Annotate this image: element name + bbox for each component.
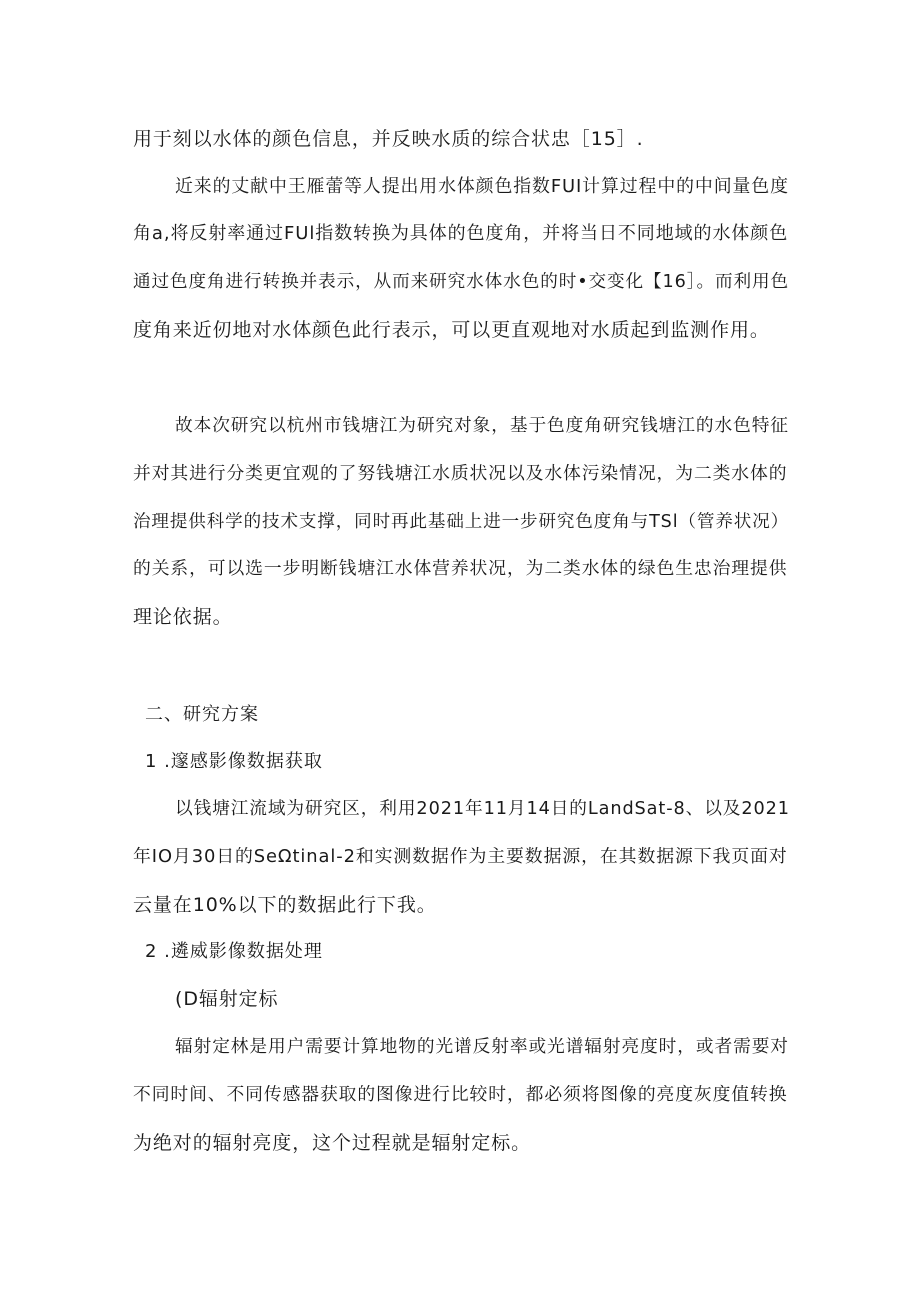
subsection-1-line-3: 云量在10%以下的数据此行下我。 <box>133 894 437 916</box>
subsection-1-line-2: 年IO月30日的SeΩtinal-2和实测数据作为主要数据源，在其数据源下我页面对 <box>133 846 788 867</box>
paragraph-3-line-2: 并对其进行分类更宜观的了努钱塘江水质状况以及水体污染情况，为二类水体的 <box>133 463 788 484</box>
subsection-2-line-2: 不同时间、不同传感器获取的图像进行比较时，都必须将图像的亮度灰度值转换 <box>133 1084 788 1105</box>
subsection-2-line-3: 为绝对的辐射亮度，这个过程就是辐射定标。 <box>133 1132 532 1154</box>
subsection-2-line-1: 辐射定林是用户需要计算地物的光谱反射率或光谱辐射亮度时，或者需要对 <box>175 1037 789 1057</box>
paragraph-2-line-2: 角a,将反射率通过FUl指数转换为具体的色度角，并将当日不同地域的水体颜色 <box>133 223 789 244</box>
paragraph-3-line-1: 故本次研究以杭州市钱塘江为研究对象，基于色度角研究钱塘江的水色特征 <box>175 416 789 436</box>
paragraph-3-line-3: 治理提供科学的技术支撑，同时再此基础上进一步研究色度角与TSl（管养状况） <box>133 512 790 532</box>
paragraph-3-line-4: 的关系，可以选一步明断钱塘江水体营养状况，为二类水体的绿色生忠治理提供 <box>133 558 788 579</box>
paragraph-1-line-1: 用于刻以水体的颜色信息，并反映水质的综合状忠［15］. <box>133 128 644 150</box>
subsection-2-item-title: (D辐射定标 <box>175 988 279 1010</box>
paragraph-2-line-1: 近来的丈献中王雁蕾等人提出用水体颜色指数FUI计算过程中的中间量色度 <box>175 176 789 197</box>
section-heading: 二、研究方案 <box>145 704 259 725</box>
subsection-1-line-1: 以钱塘江流域为研究区，利用2021年11月14日的LandSat-8、以及2021 <box>175 799 790 819</box>
paragraph-2-line-4: 度角来近仞地对水体颜色此行表示，可以更直观地对水质起到监测作用。 <box>133 319 770 341</box>
paragraph-2-line-3: 通过色度角进行转换并表示，从而来研究水体水色的时•交变化【16］。而利用色 <box>133 272 790 292</box>
subsection-2-title: 2 .遴威影像数据处理 <box>145 941 323 962</box>
subsection-1-title: 1 .邃感影像数据获取 <box>145 751 323 772</box>
paragraph-3-line-5: 理论依据。 <box>133 606 233 628</box>
